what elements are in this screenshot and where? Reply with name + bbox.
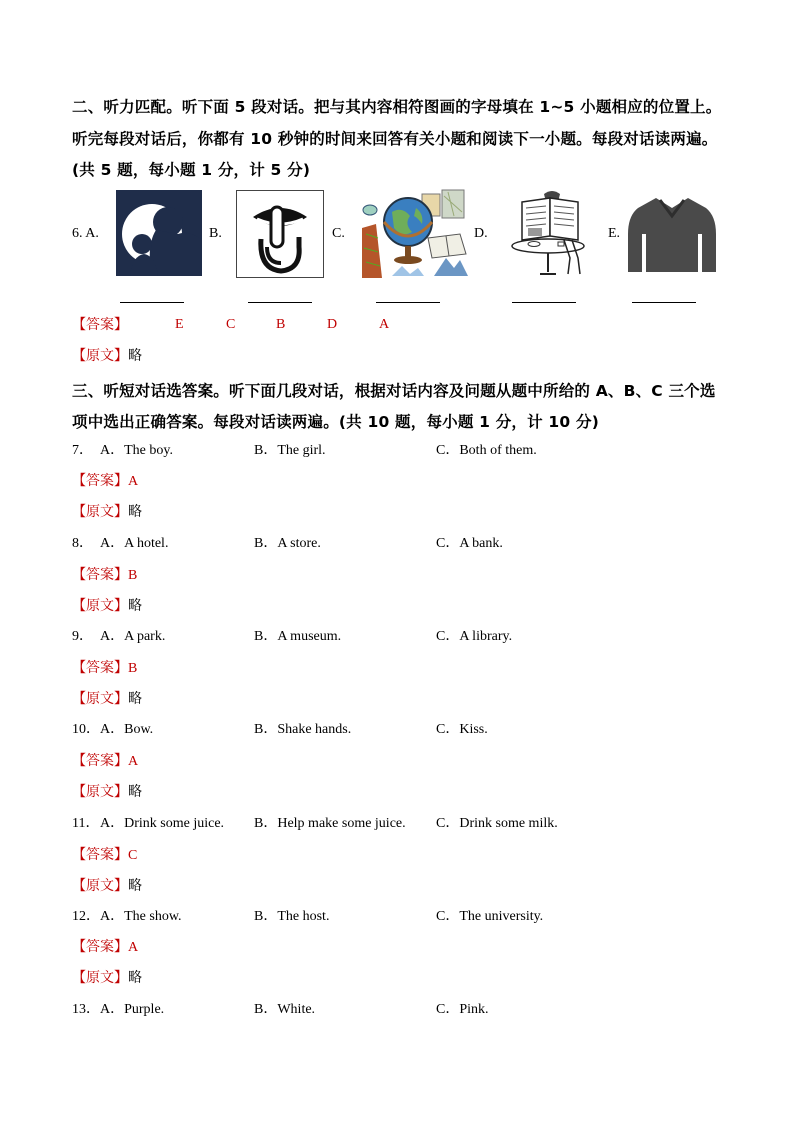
answer-blank[interactable] <box>248 290 312 303</box>
answer-value: B <box>128 568 138 583</box>
q8-answer-line <box>72 565 137 585</box>
option-b: B．Shake hands. <box>254 722 352 737</box>
answer-value: A <box>128 474 139 489</box>
option-b: B．Help make some juice. <box>254 816 406 831</box>
option-a: A．The boy. <box>100 443 173 458</box>
q9-answer-line <box>72 658 137 678</box>
answer-blank[interactable] <box>376 290 440 303</box>
answer-value: C <box>128 848 138 863</box>
option-b: B．The host. <box>254 909 330 924</box>
option-c: C．Pink. <box>436 1002 489 1017</box>
question-number: 13． <box>72 1002 100 1017</box>
mother-child-silhouette-icon <box>116 190 202 276</box>
option-b: B．A store. <box>254 536 321 551</box>
q6-answer-line <box>72 315 128 335</box>
q11-original-line <box>72 876 142 896</box>
question-number: 9． <box>72 629 93 644</box>
answer-blanks-row <box>0 290 794 304</box>
question-number: 8． <box>72 536 93 551</box>
q6-answer-3: B <box>276 317 286 332</box>
answer-tag: 【答案】 <box>72 473 128 489</box>
option-b: B．A museum. <box>254 629 342 644</box>
option-c: C．Drink some milk. <box>436 816 558 831</box>
option-a: A．Bow. <box>100 722 154 737</box>
q6-answer-2: C <box>226 317 236 332</box>
option-d-letter: D. <box>474 226 488 241</box>
newspaper-reader-icon <box>504 188 592 278</box>
original-tag: 【原文】 <box>72 504 128 520</box>
original-tag: 【原文】 <box>72 348 128 364</box>
answer-value: A <box>128 754 139 769</box>
q10-answer-line <box>72 751 138 771</box>
original-tag: 【原文】 <box>72 598 128 614</box>
answer-value: A <box>128 940 139 955</box>
original-text: 略 <box>128 691 142 707</box>
q12-answer-line <box>72 937 138 957</box>
answer-tag: 【答案】 <box>72 660 128 676</box>
original-text: 略 <box>128 348 142 364</box>
q7-answer-line <box>72 471 138 491</box>
option-a: A．A park. <box>100 629 166 644</box>
answer-tag: 【答案】 <box>72 753 128 769</box>
original-text: 略 <box>128 598 142 614</box>
answer-blank[interactable] <box>512 290 576 303</box>
option-b: B．White. <box>254 1002 316 1017</box>
question-number: 7． <box>72 443 93 458</box>
answer-tag: 【答案】 <box>72 939 128 955</box>
globe-travel-collage-icon <box>362 188 468 278</box>
original-text: 略 <box>128 878 142 894</box>
q8-original-line <box>72 596 142 616</box>
option-c: C．The university. <box>436 909 544 924</box>
q12-original-line <box>72 968 142 988</box>
q7-original-line <box>72 502 142 522</box>
section3-heading-line2: 项中选出正确答案。每段对话读两遍。(共 10 题，每小题 1 分，计 10 分) <box>72 413 599 431</box>
section2-heading-line3: (共 5 题，每小题 1 分，计 5 分) <box>72 161 311 179</box>
original-text: 略 <box>128 970 142 986</box>
q6-answer-5: A <box>379 317 390 332</box>
original-tag: 【原文】 <box>72 784 128 800</box>
original-text: 略 <box>128 784 142 800</box>
q6-label: 6. A. <box>72 226 99 241</box>
sweater-icon <box>626 194 718 276</box>
answer-value: B <box>128 661 138 676</box>
answer-tag: 【答案】 <box>72 567 128 583</box>
shush-gesture-icon <box>236 190 324 278</box>
option-c: C．Both of them. <box>436 443 537 458</box>
option-c-letter: C. <box>332 226 345 241</box>
option-c: C．A bank. <box>436 536 503 551</box>
q6-original-line <box>72 346 142 366</box>
option-a: A．Drink some juice. <box>100 816 225 831</box>
option-c: C．Kiss. <box>436 722 488 737</box>
section2-heading-line1: 二、听力匹配。听下面 5 段对话。把与其内容相符图画的字母填在 1~5 小题相应的位置上。 <box>72 98 722 116</box>
option-a: A．Purple. <box>100 1002 165 1017</box>
q10-original-line <box>72 782 142 802</box>
original-text: 略 <box>128 504 142 520</box>
option-c: C．A library. <box>436 629 513 644</box>
answer-blank[interactable] <box>120 290 184 303</box>
q6-answer-4: D <box>327 317 338 332</box>
question-number: 12． <box>72 909 100 924</box>
question-number: 10． <box>72 722 100 737</box>
answer-blank[interactable] <box>632 290 696 303</box>
q9-original-line <box>72 689 142 709</box>
option-a: A．A hotel. <box>100 536 169 551</box>
option-b: B．The girl. <box>254 443 326 458</box>
option-b-letter: B. <box>209 226 222 241</box>
answer-tag: 【答案】 <box>72 847 128 863</box>
option-a: A．The show. <box>100 909 182 924</box>
option-e-letter: E. <box>608 226 621 241</box>
q6-answer-1: E <box>175 317 184 332</box>
original-tag: 【原文】 <box>72 691 128 707</box>
section2-heading-line2: 听完每段对话后，你都有 10 秒钟的时间来回答有关小题和阅读下一小题。每段对话读两遍。 <box>72 130 718 148</box>
q11-answer-line <box>72 845 137 865</box>
section3-heading-line1: 三、听短对话选答案。听下面几段对话，根据对话内容及问题从题中所给的 A、B、C 三个选 <box>72 382 716 400</box>
question-number: 11． <box>72 816 100 831</box>
original-tag: 【原文】 <box>72 970 128 986</box>
picture-options-row <box>72 186 732 282</box>
answer-tag: 【答案】 <box>72 317 128 333</box>
original-tag: 【原文】 <box>72 878 128 894</box>
